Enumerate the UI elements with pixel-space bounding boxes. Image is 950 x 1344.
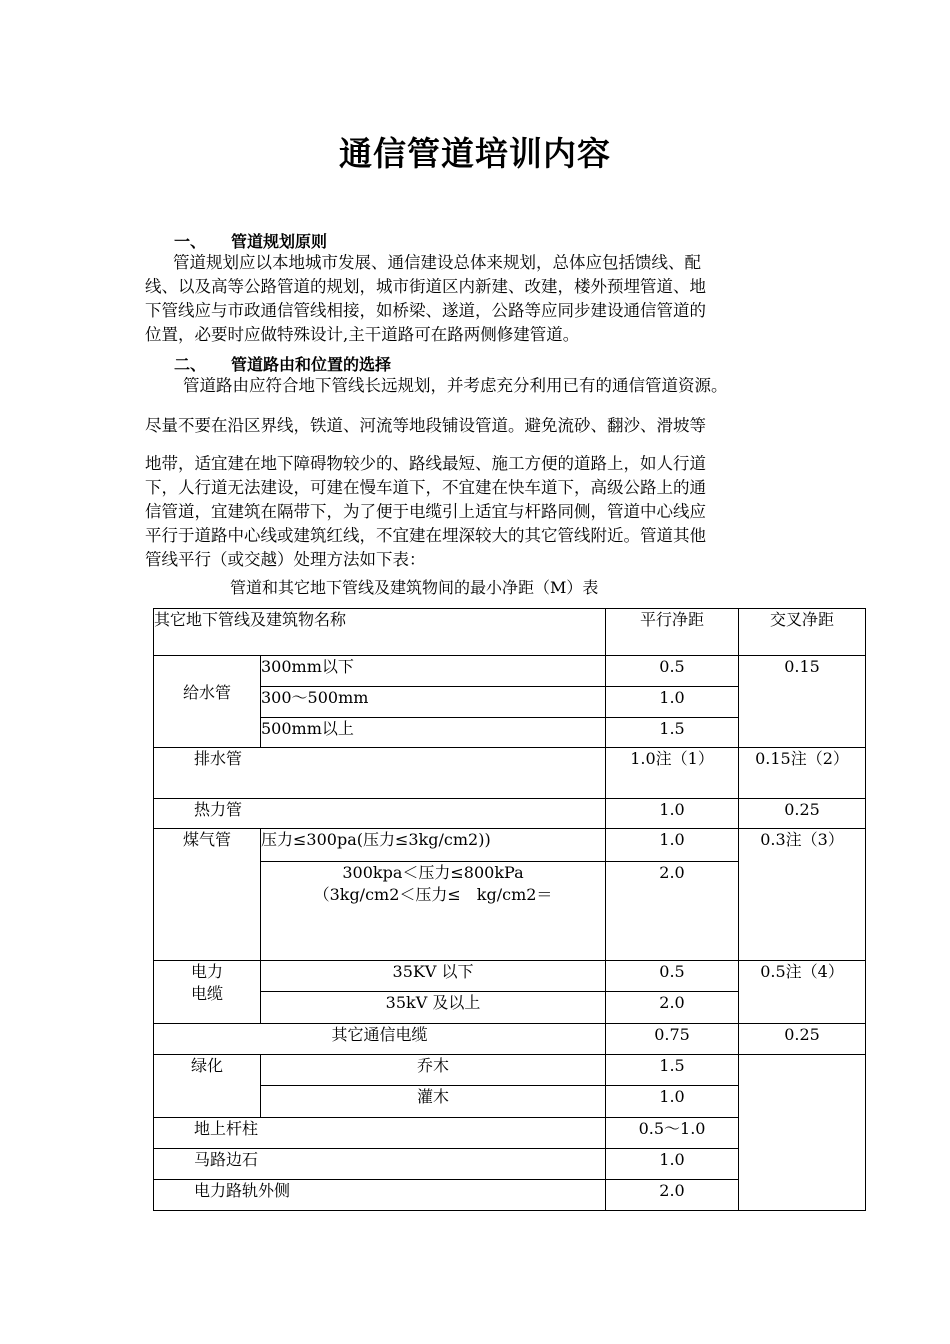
curb-parallel: 1.0: [606, 1149, 739, 1180]
water-spec: 300mm以下: [261, 656, 606, 687]
paragraph-line: 管道规划应以本地城市发展、通信建设总体来规划，总体应包括馈线、配: [173, 253, 701, 272]
telecom-cross: 0.25: [739, 1024, 866, 1055]
power-cross: 0.5注（4）: [739, 961, 866, 1024]
drain-cross: 0.15注（2）: [739, 748, 866, 799]
section-1-heading: [174, 229, 327, 252]
paragraph-line: 管道路由应符合地下管线长远规划，并考虑充分利用已有的通信管道资源。: [183, 376, 728, 395]
paragraph-line: 管线平行（或交越）处理方法如下表：: [145, 550, 426, 569]
curb-label: 马路边石: [154, 1149, 606, 1180]
header-cross: 交叉净距: [739, 609, 866, 656]
paragraph-line: 平行于道路中心线或建筑红线，不宜建在埋深较大的其它管线附近。管道其他: [145, 526, 706, 545]
table-caption: 管道和其它地下管线及建筑物间的最小净距（M）表: [230, 578, 599, 597]
gas-spec-line: 300kpa＜压力≤800kPa: [342, 863, 524, 882]
table-row: [154, 1024, 866, 1055]
drain-parallel: 1.0注（1）: [606, 748, 739, 799]
paragraph-line: 位置，必要时应做特殊设计,主干道路可在路两侧修建管道。: [145, 325, 580, 344]
pole-parallel: 0.5～1.0: [606, 1118, 739, 1149]
paragraph-line: 线、以及高等公路管道的规划，城市街道区内新建、改建，楼外预埋管道、地: [145, 277, 706, 296]
rail-parallel: 2.0: [606, 1180, 739, 1211]
table-row: [154, 961, 866, 992]
table-row: [154, 656, 866, 687]
heat-cross: 0.25: [739, 799, 866, 829]
document-title: 通信管道培训内容: [339, 134, 611, 173]
power-spec: 35KV 以下: [261, 961, 606, 992]
greenery-label: 绿化: [154, 1055, 261, 1118]
water-parallel: 0.5: [606, 656, 739, 687]
power-cable-label: [154, 961, 261, 1024]
telecom-parallel: 0.75: [606, 1024, 739, 1055]
section-1-body: [145, 251, 813, 347]
water-parallel: 1.5: [606, 718, 739, 748]
paragraph-line: 信管道，宜建筑在隔带下，为了便于电缆引上适宜与杆路同侧，管道中心线应: [145, 502, 706, 521]
table-row: [154, 799, 866, 829]
header-name: 其它地下管线及建筑物名称: [154, 609, 606, 656]
table-header-row: [154, 609, 866, 656]
gas-pipe-label: 煤气管: [154, 829, 261, 961]
greenery-cross-empty: [739, 1055, 866, 1211]
gas-parallel: 2.0: [606, 862, 739, 961]
drain-pipe-label: 排水管: [154, 748, 606, 799]
water-pipe-label: 给水管: [154, 656, 261, 748]
paragraph-line: 地带，适宜建在地下障碍物较少的、路线最短、施工方便的道路上，如人行道: [145, 454, 706, 473]
greenery-parallel: 1.0: [606, 1086, 739, 1118]
pole-label: 地上杆柱: [154, 1118, 606, 1149]
clearance-table: [153, 608, 866, 1211]
water-cross: 0.15: [739, 656, 866, 748]
section-2-body-cont: [145, 413, 813, 439]
power-label-line: 电力: [190, 962, 223, 981]
greenery-spec: 灌木: [261, 1086, 606, 1118]
heat-parallel: 1.0: [606, 799, 739, 829]
section-2-heading: [174, 352, 391, 375]
gas-spec: 压力≤300pa(压力≤3kg/cm2)): [261, 829, 606, 862]
header-parallel: 平行净距: [606, 609, 739, 656]
section-1-title: 管道规划原则: [231, 232, 328, 251]
greenery-spec: 乔木: [261, 1055, 606, 1086]
section-2-number: 二、: [174, 355, 207, 374]
table-row: [154, 748, 866, 799]
gas-cross: 0.3注（3）: [739, 829, 866, 961]
rail-label: 电力路轨外侧: [154, 1180, 606, 1211]
gas-parallel: 1.0: [606, 829, 739, 862]
paragraph-line: 尽量不要在沿区界线，铁道、河流等地段铺设管道。避免流砂、翻沙、滑坡等: [145, 416, 706, 435]
section-2-title: 管道路由和位置的选择: [231, 355, 392, 374]
table-row: [154, 829, 866, 862]
paragraph-line: 下，人行道无法建设，可建在慢车道下，不宜建在快车道下，高级公路上的通: [145, 478, 706, 497]
section-2-body: [145, 373, 813, 399]
water-spec: 300～500mm: [261, 687, 606, 718]
gas-spec-high: [261, 862, 606, 961]
section-1-number: 一、: [174, 232, 207, 251]
greenery-parallel: 1.5: [606, 1055, 739, 1086]
section-2-body-rest: [145, 452, 813, 572]
paragraph-line: 下管线应与市政通信管线相接，如桥梁、遂道，公路等应同步建设通信管道的: [145, 301, 706, 320]
gas-spec-line: （3kg/cm2＜压力≤ kg/cm2＝: [313, 885, 553, 904]
heat-pipe-label: 热力管: [154, 799, 606, 829]
water-spec: 500mm以上: [261, 718, 606, 748]
power-label-line: 电缆: [190, 984, 223, 1003]
power-spec: 35kV 及以上: [261, 992, 606, 1024]
water-parallel: 1.0: [606, 687, 739, 718]
power-parallel: 2.0: [606, 992, 739, 1024]
power-parallel: 0.5: [606, 961, 739, 992]
table-row: [154, 1055, 866, 1086]
telecom-cable-label: 其它通信电缆: [154, 1024, 606, 1055]
